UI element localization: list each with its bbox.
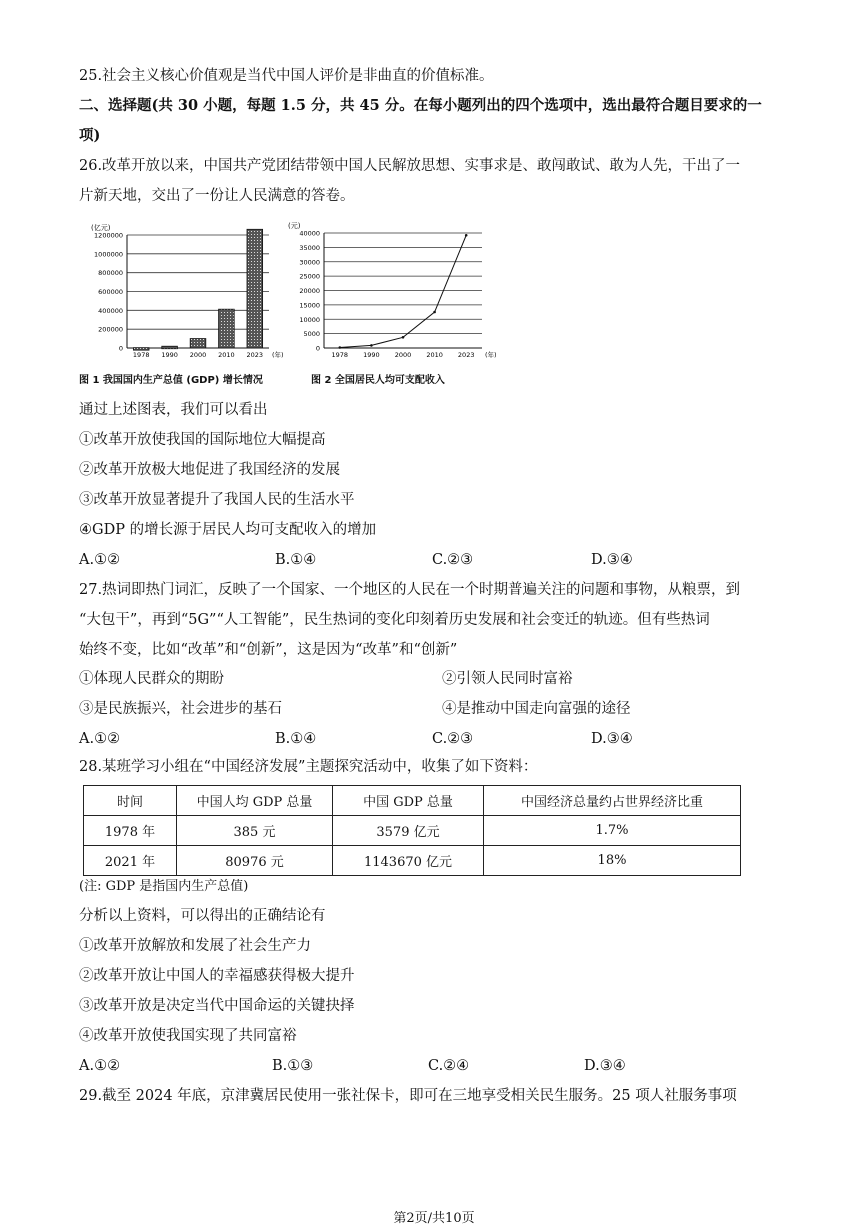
table-cell: 3579 亿元 bbox=[333, 816, 484, 846]
income-line-chart bbox=[288, 215, 497, 365]
q28-stem: 28.某班学习小组在“中国经济发展”主题探究活动中，收集了如下资料： bbox=[79, 759, 538, 775]
q27-stem: 27.热词即热门词汇，反映了一个国家、一个地区的人民在一个时期普遍关注的问题和事物，从粮票，到 bbox=[79, 582, 741, 598]
table-cell: 385 元 bbox=[177, 816, 333, 846]
q26-option-a[interactable]: A.①② bbox=[79, 552, 121, 568]
table-row bbox=[84, 846, 741, 876]
q28-statement-4: ④改革开放使我国实现了共同富裕 bbox=[79, 1028, 297, 1044]
y-tick-label: 40000 bbox=[299, 229, 320, 238]
y-tick-label: 200000 bbox=[98, 325, 123, 334]
y-tick-label: 30000 bbox=[299, 258, 320, 267]
bar bbox=[133, 348, 149, 351]
q29-text: 29.截至 2024 年底，京津冀居民使用一张社保卡，即可在三地享受相关民生服务。25 项人社服务事项 bbox=[79, 1088, 737, 1104]
table-cell: 18% bbox=[484, 846, 741, 876]
y-tick-label: 1000000 bbox=[94, 250, 123, 259]
q27-statement-4: ④是推动中国走向富强的途径 bbox=[442, 701, 631, 717]
q26-statement-2: ②改革开放极大地促进了我国经济的发展 bbox=[79, 462, 340, 478]
q28-option-b[interactable]: B.①③ bbox=[272, 1058, 314, 1074]
q28-statement-1: ①改革开放解放和发展了社会生产力 bbox=[79, 938, 311, 954]
bar bbox=[219, 309, 235, 348]
table-cell: 80976 元 bbox=[177, 846, 333, 876]
q28-option-d[interactable]: D.③④ bbox=[584, 1058, 626, 1074]
x-tick-label: 1978 bbox=[132, 351, 150, 359]
table-header-row bbox=[84, 786, 741, 816]
x-tick-label: 2010 bbox=[218, 351, 235, 359]
y-axis-label: (元) bbox=[288, 222, 301, 230]
table-cell: 1978 年 bbox=[84, 816, 177, 846]
q28-statement-2: ②改革开放让中国人的幸福感获得极大提升 bbox=[79, 968, 355, 984]
data-point bbox=[339, 346, 342, 349]
q26-stem-cont: 片新天地，交出了一份让人民满意的答卷。 bbox=[79, 188, 355, 204]
q26-statement-1: ①改革开放使我国的国际地位大幅提高 bbox=[79, 432, 326, 448]
q27-stem-cont2: 始终不变，比如“改革”和“创新”，这是因为“改革”和“创新” bbox=[79, 642, 458, 658]
bar bbox=[190, 339, 206, 348]
y-tick-label: 10000 bbox=[299, 315, 320, 324]
q27-stem-cont: “大包干”，再到“5G”“人工智能”，民生热词的变化印刻着历史发展和社会变迁的轨迹。但有些热词 bbox=[79, 612, 710, 628]
economy-data-table bbox=[83, 785, 741, 876]
y-tick-label: 0 bbox=[118, 344, 123, 353]
y-axis-label: (亿元) bbox=[91, 224, 111, 232]
chart2-caption: 图 2 全国居民人均可支配收入 bbox=[311, 375, 445, 386]
y-tick-label: 5000 bbox=[303, 330, 320, 339]
table-cell: 1.7% bbox=[484, 816, 741, 846]
bar bbox=[247, 229, 263, 348]
bar bbox=[162, 346, 178, 349]
chart1-caption: 图 1 我国国内生产总值 (GDP) 增长情况 bbox=[79, 375, 263, 386]
data-point bbox=[370, 344, 373, 347]
q26-lead: 通过上述图表，我们可以看出 bbox=[79, 402, 268, 418]
y-tick-label: 600000 bbox=[98, 288, 123, 296]
x-axis-label: (年) bbox=[485, 351, 497, 359]
table-header-cell: 中国 GDP 总量 bbox=[333, 786, 484, 816]
q27-option-c[interactable]: C.②③ bbox=[432, 731, 474, 747]
y-tick-label: 800000 bbox=[98, 269, 123, 278]
table-header-cell: 中国人均 GDP 总量 bbox=[177, 786, 333, 816]
q26-option-c[interactable]: C.②③ bbox=[432, 552, 474, 568]
table-header-cell: 中国经济总量约占世界经济比重 bbox=[484, 786, 741, 816]
table-cell: 2021 年 bbox=[84, 846, 177, 876]
gdp-bar-chart bbox=[79, 215, 294, 365]
series-line bbox=[340, 235, 466, 347]
x-tick-label: 2023 bbox=[457, 351, 475, 359]
q26-option-b[interactable]: B.①④ bbox=[275, 552, 317, 568]
x-tick-label: 2023 bbox=[246, 351, 264, 359]
y-tick-label: 1200000 bbox=[94, 231, 123, 240]
q27-option-b[interactable]: B.①④ bbox=[275, 731, 317, 747]
x-tick-label: 1978 bbox=[331, 351, 349, 359]
y-tick-label: 25000 bbox=[299, 272, 320, 281]
q28-option-c[interactable]: C.②④ bbox=[428, 1058, 470, 1074]
y-tick-label: 20000 bbox=[299, 287, 320, 295]
q26-option-d[interactable]: D.③④ bbox=[591, 552, 633, 568]
q26-statement-3: ③改革开放显著提升了我国人民的生活水平 bbox=[79, 492, 355, 508]
section2-heading: 二、选择题(共 30 小题，每题 1.5 分，共 45 分。在每小题列出的四个选项中，选出最符合题目要求的一 bbox=[79, 97, 762, 114]
q28-note: (注: GDP 是指国内生产总值) bbox=[79, 879, 249, 894]
q27-option-d[interactable]: D.③④ bbox=[591, 731, 633, 747]
data-point bbox=[465, 234, 468, 237]
x-tick-label: 2000 bbox=[394, 351, 412, 359]
x-axis-label: (年) bbox=[272, 351, 284, 359]
y-tick-label: 400000 bbox=[98, 306, 123, 315]
q28-statement-3: ③改革开放是决定当代中国命运的关键抉择 bbox=[79, 998, 355, 1014]
table-header-cell: 时间 bbox=[84, 786, 177, 816]
data-point bbox=[402, 336, 405, 339]
y-tick-label: 15000 bbox=[299, 301, 320, 310]
q28-option-a[interactable]: A.①② bbox=[79, 1058, 121, 1074]
table-row bbox=[84, 816, 741, 846]
x-tick-label: 2000 bbox=[189, 351, 207, 359]
table-cell: 1143670 亿元 bbox=[333, 846, 484, 876]
data-point bbox=[433, 311, 436, 314]
y-tick-label: 35000 bbox=[299, 243, 320, 252]
q27-statement-3: ③是民族振兴，社会进步的基石 bbox=[79, 701, 282, 717]
x-tick-label: 2010 bbox=[426, 351, 443, 359]
q25-text: 25.社会主义核心价值观是当代中国人评价是非曲直的价值标准。 bbox=[79, 68, 494, 84]
q26-statement-4: ④GDP 的增长源于居民人均可支配收入的增加 bbox=[79, 522, 377, 538]
x-tick-label: 1990 bbox=[363, 351, 380, 359]
x-tick-label: 1990 bbox=[161, 351, 178, 359]
q27-option-a[interactable]: A.①② bbox=[79, 731, 121, 747]
page-footer: 第2页/共10页 bbox=[393, 1211, 475, 1226]
section2-heading-cont: 项) bbox=[79, 127, 101, 144]
y-tick-label: 0 bbox=[315, 344, 320, 353]
q26-stem: 26.改革开放以来，中国共产党团结带领中国人民解放思想、实事求是、敢闯敢试、敢为人先，干出了一 bbox=[79, 158, 741, 174]
q27-statement-2: ②引领人民同时富裕 bbox=[442, 671, 573, 687]
q27-statement-1: ①体现人民群众的期盼 bbox=[79, 671, 224, 687]
q28-lead: 分析以上资料，可以得出的正确结论有 bbox=[79, 908, 326, 924]
